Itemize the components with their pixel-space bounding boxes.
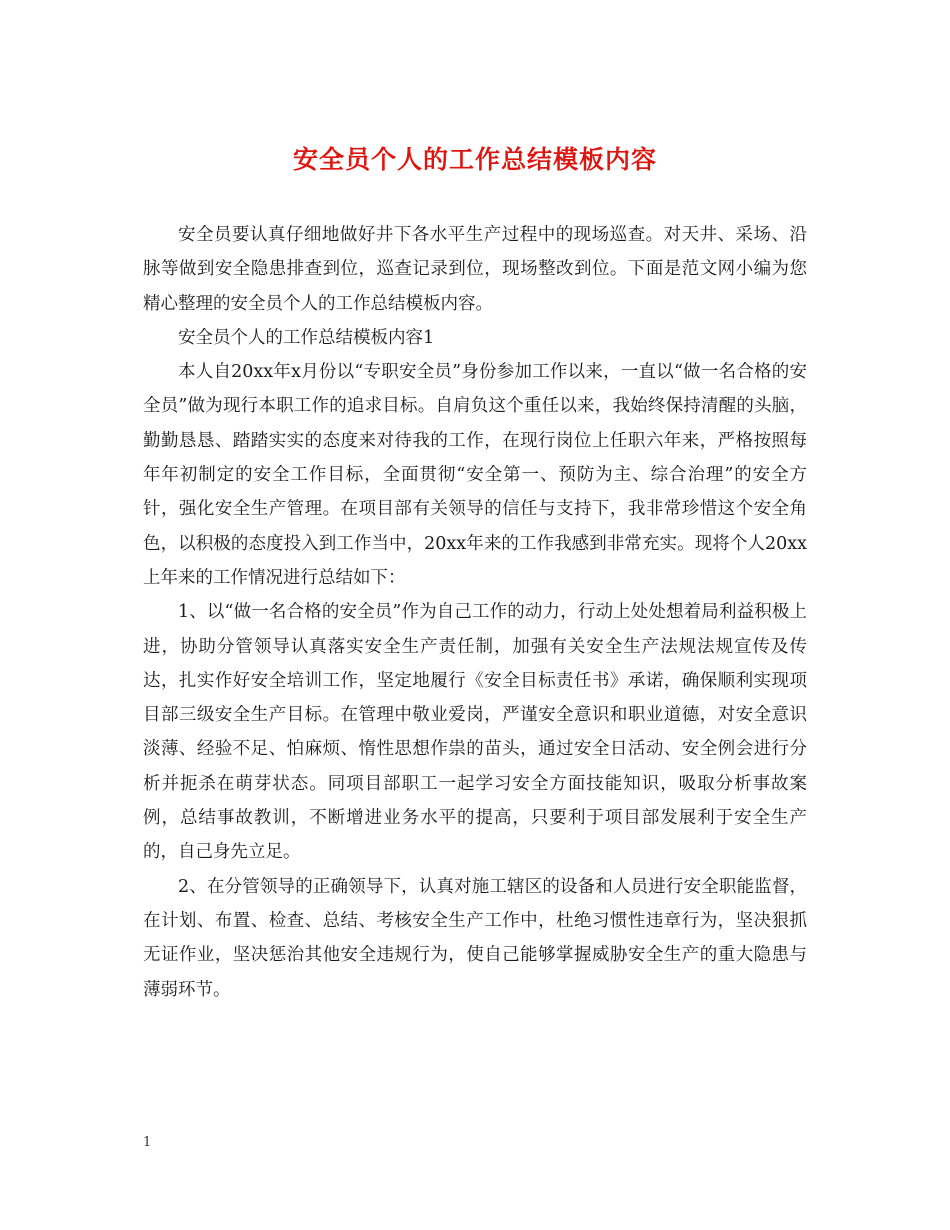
body-paragraph: 1、以“做一名合格的安全员”作为自己工作的动力，行动上处处想着局利益积极上进，协助分管领导认真落实安全生产责任制，加强有关安全生产法规法规宣传及传达，扎实作好安全培训工作，坚定地履行《安全目标责任书》承诺，确保顺利实现项目部三级安全生产目标。在管理中敬业爱岗，严谨安全意识和职业道德，对安全意识淡薄、经验不足、怕麻烦、惰性思想作祟的苗头，通过安全日活动、安全例会进行分析并扼杀在萌芽状态。同项目部职工一起学习安全方面技能知识，吸取分析事故案例，总结事故教训，不断增进业务水平的提高，只要利于项目部发展利于安全生产的，自己身先立足。 — [143, 602, 807, 863]
page-number: 1 — [143, 1135, 152, 1150]
body-paragraph: 本人自20xx年x月份以“专职安全员”身份参加工作以来，一直以“做一名合格的安全员”做为现行本职工作的追求目标。自肩负这个重任以来，我始终保持清醒的头脑，勤勤恳恳、踏踏实实的态度来对待我的工作，在现行岗位上任职六年来，严格按照每年年初制定的安全工作目标，全面贯彻“安全第一、预防为主、综合治理”的安全方针，强化安全生产管理。在项目部有关领导的信任与支持下，我非常珍惜这个安全角色，以积极的态度投入到工作当中，20xx年来的工作我感到非常充实。现将个人20xx上年来的工作情况进行总结如下： — [143, 362, 807, 588]
document-body — [143, 218, 807, 1007]
section-heading: 安全员个人的工作总结模板内容1 — [178, 327, 435, 348]
intro-paragraph: 安全员要认真仔细地做好井下各水平生产过程中的现场巡查。对天井、采场、沿脉等做到安全隐患排查到位，巡查记录到位，现场整改到位。下面是范文网小编为您精心整理的安全员个人的工作总结模板内容。 — [143, 225, 807, 314]
body-paragraph: 2、在分管领导的正确领导下，认真对施工辖区的设备和人员进行安全职能监督，在计划、布置、检查、总结、考核安全生产工作中，杜绝习惯性违章行为，坚决狠抓无证作业，坚决惩治其他安全违规行为，使自己能够掌握威胁安全生产的重大隐患与薄弱环节。 — [143, 876, 807, 1000]
page-title: 安全员个人的工作总结模板内容 — [292, 145, 657, 174]
